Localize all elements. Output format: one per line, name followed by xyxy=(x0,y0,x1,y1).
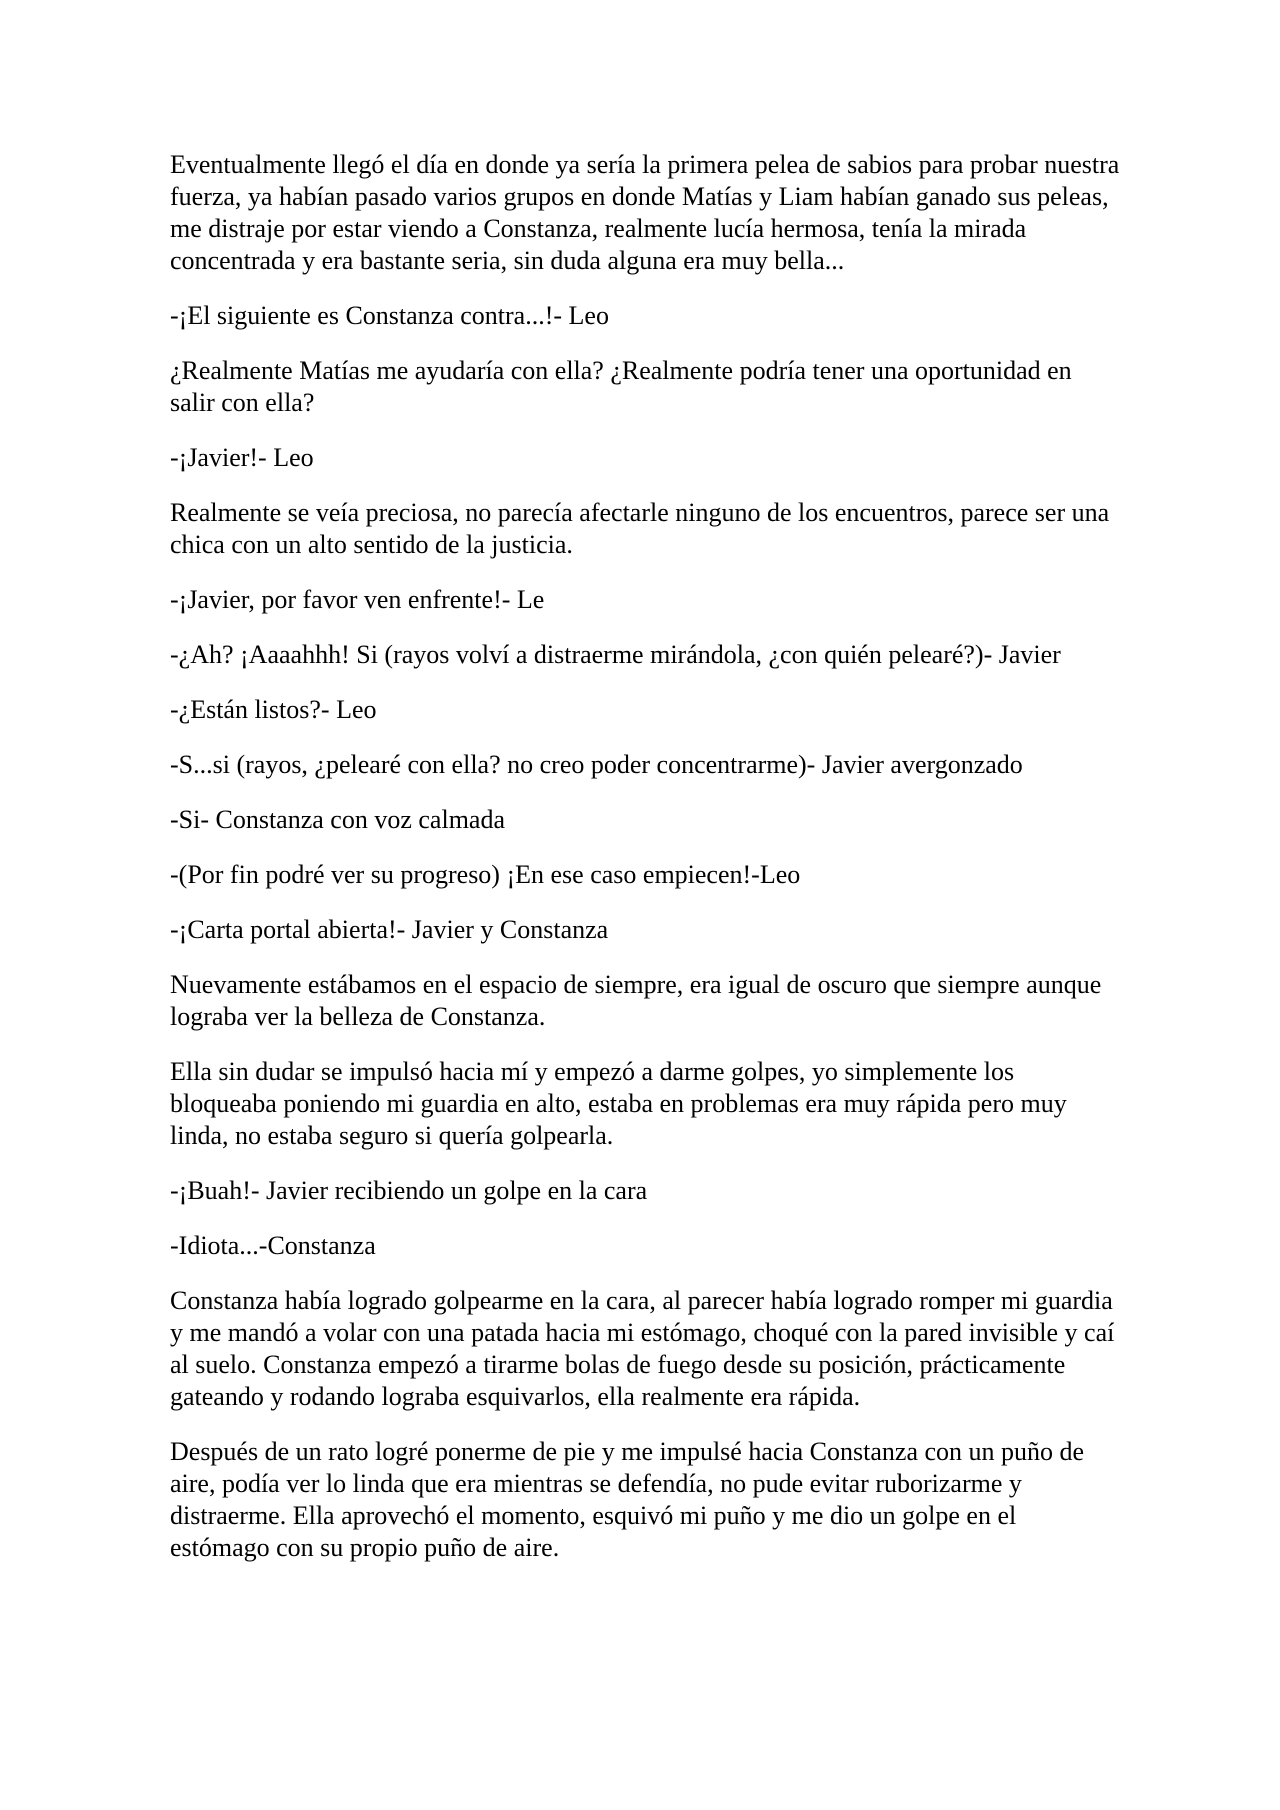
paragraph: -¡Javier, por favor ven enfrente!- Le xyxy=(170,585,545,614)
paragraph: -¡Javier!- Leo xyxy=(170,443,314,472)
paragraph: -(Por fin podré ver su progreso) ¡En ese caso empiecen!-Leo xyxy=(170,860,801,889)
paragraph: -¡El siguiente es Constanza contra...!- Leo xyxy=(170,301,609,330)
paragraph: -¿Ah? ¡Aaaahhh! Si (rayos volví a distraerme mirándola, ¿con quién pelearé?)- Javier xyxy=(170,640,1061,669)
paragraph: -¡Carta portal abierta!- Javier y Constanza xyxy=(170,915,609,944)
paragraph: -¿Están listos?- Leo xyxy=(170,695,377,724)
paragraph: Realmente se veía preciosa, no parecía afectarle ninguno de los encuentros, parece ser una chica con un alto sentido de la justicia. xyxy=(170,498,1110,559)
paragraph: -¡Buah!- Javier recibiendo un golpe en la cara xyxy=(170,1176,648,1205)
paragraph: Constanza había logrado golpearme en la cara, al parecer había logrado romper mi guardia y me mandó a volar con una patada hacia mi estómago, choqué con la pared invisible y caí al suelo. Constanza empezó a tirarme bolas de fuego desde su posición, prácticamente gateando y rodando lograba esquivarlos, ella realmente era rápida. xyxy=(170,1286,1115,1411)
paragraph: Nuevamente estábamos en el espacio de siempre, era igual de oscuro que siempre aunque lograba ver la belleza de Constanza. xyxy=(170,970,1102,1031)
paragraph: -Si- Constanza con voz calmada xyxy=(170,805,505,834)
document-text-block xyxy=(170,149,1122,1587)
paragraph: -S...si (rayos, ¿pelearé con ella? no creo poder concentrarme)- Javier avergonzado xyxy=(170,750,1023,779)
paragraph: -Idiota...-Constanza xyxy=(170,1231,376,1260)
paragraph: Ella sin dudar se impulsó hacia mí y empezó a darme golpes, yo simplemente los bloqueaba poniendo mi guardia en alto, estaba en problemas era muy rápida pero muy linda, no estaba seguro si quería golpearla. xyxy=(170,1057,1067,1150)
paragraph: ¿Realmente Matías me ayudaría con ella? ¿Realmente podría tener una oportunidad en salir con ella? xyxy=(170,356,1072,417)
paragraph: Después de un rato logré ponerme de pie y me impulsé hacia Constanza con un puño de aire, podía ver lo linda que era mientras se defendía, no pude evitar ruborizarme y distraerme. Ella aprovechó el momento, esquivó mi puño y me dio un golpe en el estómago con su propio puño de aire. xyxy=(170,1437,1085,1562)
paragraph: Eventualmente llegó el día en donde ya sería la primera pelea de sabios para probar nuestra fuerza, ya habían pasado varios grupos en donde Matías y Liam habían ganado sus peleas, me distraje por estar viendo a Constanza, realmente lucía hermosa, tenía la mirada concentrada y era bastante seria, sin duda alguna era muy bella... xyxy=(170,150,1120,275)
